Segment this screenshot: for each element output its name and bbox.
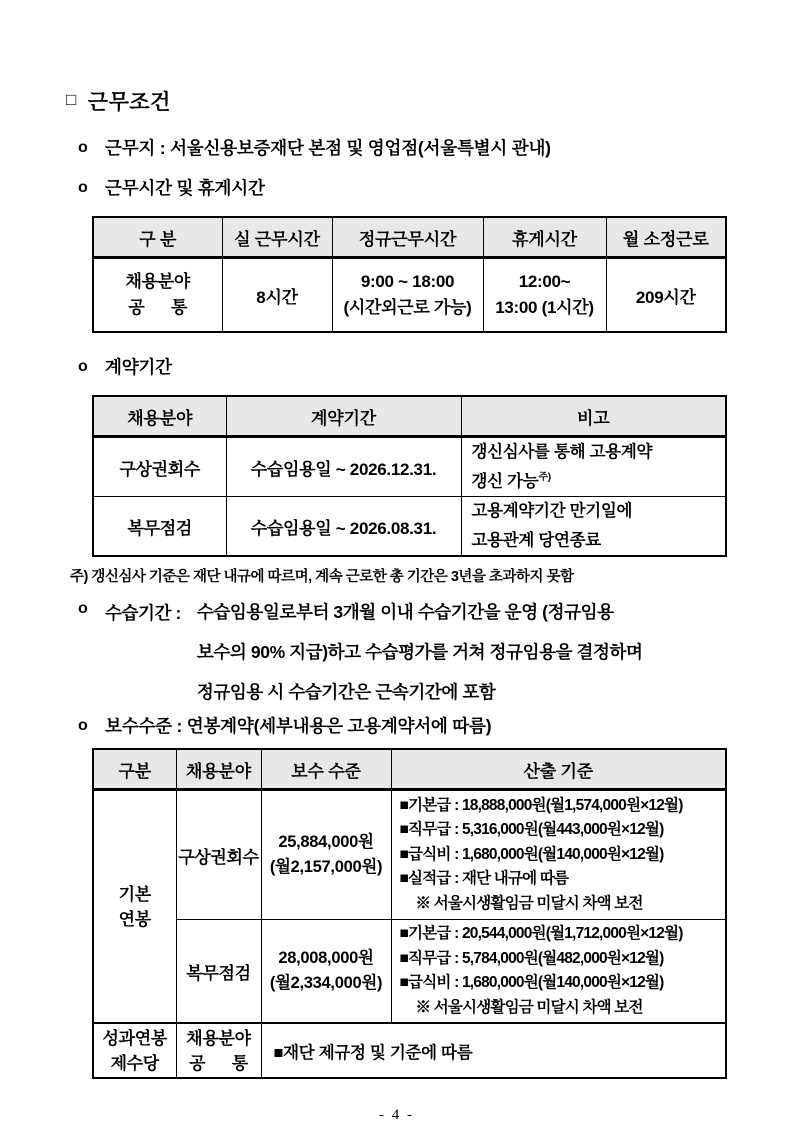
break-time-line: 13:00 (1시간): [495, 298, 594, 317]
work-hours-table: [92, 216, 727, 333]
remark-line: 갱신심사를 통해 고용계약: [471, 443, 653, 462]
regular-hours-line: (시간외근로 가능): [343, 298, 472, 317]
category-line: 공 통: [128, 298, 188, 317]
square-marker-icon: □: [66, 90, 77, 109]
break-time-cell: [483, 258, 606, 333]
salary-table: [92, 748, 727, 1079]
detail-line: ■실적급 : 재단 내규에 따름: [399, 870, 569, 888]
bullet-marker: o: [78, 600, 88, 617]
category-line: 채용분야: [125, 272, 190, 291]
field-line: 공 통: [189, 1053, 248, 1073]
break-time-line: 12:00~: [518, 272, 571, 291]
remark-line: 고용관계 당연종료: [471, 531, 601, 550]
calculation-basis-cell: [391, 790, 726, 920]
column-header: 보수 수준: [261, 749, 391, 790]
column-header: 휴게시간: [483, 217, 606, 258]
detail-line: ■직무급 : 5,316,000원(월443,000원×12월): [399, 821, 664, 839]
section-title-text: 근무조건: [87, 91, 171, 114]
field-cell: 복무점검: [176, 920, 261, 1024]
bullet-marker: o: [78, 139, 88, 156]
work-hours-header-row: [93, 217, 726, 258]
bullet-marker: o: [78, 717, 88, 734]
bullet-marker: o: [78, 358, 88, 375]
remark-line: 고용계약기간 만기일에: [471, 502, 633, 521]
column-header: 정규근무시간: [332, 217, 483, 258]
field-cell: 구상권회수: [176, 790, 261, 920]
group-cell-base-salary: [93, 790, 176, 1024]
table-row: [93, 497, 726, 557]
probation-label: 수습기간 :: [105, 603, 181, 623]
table-row: [93, 1023, 726, 1078]
bullet-workplace-text: 근무지 : 서울신용보증재단 본점 및 영업점(서울특별시 관내): [105, 138, 551, 158]
bullet-pay-level: [78, 714, 727, 738]
contract-period-table: [92, 395, 727, 557]
probation-line: 정규임용 시 수습기간은 근속기간에 포함: [196, 682, 496, 702]
bullet-contract-text: 계약기간: [105, 357, 172, 377]
column-header: 산출 기준: [391, 749, 726, 790]
group-line: 연봉: [118, 909, 151, 929]
remark-cell: [461, 437, 726, 497]
bullet-marker: o: [78, 179, 88, 196]
regular-hours-cell: [332, 258, 483, 333]
column-header: 채용분야: [176, 749, 261, 790]
group-line: 성과연봉: [102, 1028, 167, 1048]
detail-note-line: ※ 서울시생활임금 미달시 차액 보전: [415, 894, 643, 912]
bullet-contract: [78, 355, 727, 379]
probation-lines: [197, 600, 643, 704]
detail-line: ■직무급 : 5,784,000원(월482,000원×12월): [399, 949, 664, 967]
salary-amount-cell: [261, 790, 391, 920]
column-header: 비고: [461, 396, 726, 437]
category-cell: [93, 258, 222, 333]
bullet-workplace: [78, 136, 727, 160]
column-header: 실 근무시간: [222, 217, 332, 258]
salary-amount-cell: [261, 920, 391, 1024]
footnote-reference: 주): [538, 472, 551, 484]
table-row: [93, 920, 726, 1024]
field-line: 채용분야: [186, 1028, 251, 1048]
salary-header-row: [93, 749, 726, 790]
probation-line: 수습임용일로부터 3개월 이내 수습기간을 운영 (정규임용: [196, 602, 614, 622]
bullet-hours-text: 근무시간 및 휴게시간: [105, 178, 265, 198]
section-title: [66, 86, 727, 116]
period-cell: 수습임용일 ~ 2026.08.31.: [226, 497, 461, 557]
monthly-hours-cell: 209시간: [606, 258, 726, 333]
field-cell: 복무점검: [93, 497, 226, 557]
column-header: 채용분야: [93, 396, 226, 437]
group-cell-performance-pay: [93, 1023, 176, 1078]
table-row: [93, 790, 726, 920]
detail-line: ■급식비 : 1,680,000원(월140,000원×12월): [399, 845, 664, 863]
salary-line: (월2,334,000원): [269, 974, 383, 992]
salary-line: 25,884,000원: [278, 833, 374, 851]
detail-note-line: ※ 서울시생활임금 미달시 차액 보전: [415, 998, 643, 1016]
column-header: 월 소정근로: [606, 217, 726, 258]
salary-line: 28,008,000원: [278, 949, 374, 967]
remark-cell: [461, 497, 726, 557]
contract-header-row: [93, 396, 726, 437]
footnote-text: 주) 갱신심사 기준은 재단 내규에 따르며, 계속 근로한 총 기간은 3년을 초과하지 못함: [70, 569, 574, 585]
period-cell: 수습임용일 ~ 2026.12.31.: [226, 437, 461, 497]
bullet-pay-text: 보수수준 : 연봉계약(세부내용은 고용계약서에 따름): [105, 716, 492, 736]
detail-line: ■기본급 : 18,888,000원(월1,574,000원×12월): [399, 796, 683, 814]
remark-line: 갱신 가능$^{주)}$: [471, 472, 551, 491]
bullet-hours: [78, 176, 727, 200]
detail-line: ■급식비 : 1,680,000원(월140,000원×12월): [399, 974, 664, 991]
table-row: [93, 258, 726, 333]
detail-line: ■기본급 : 20,544,000원(월1,712,000원×12월): [399, 925, 683, 942]
probation-line: 보수의 90% 지급)하고 수습평가를 거쳐 정규임용을 결정하며: [196, 642, 643, 662]
table-row: [93, 437, 726, 497]
calculation-basis-cell: ■재단 제규정 및 기준에 따름: [261, 1023, 726, 1078]
salary-line: (월2,157,000원): [269, 858, 383, 876]
calculation-basis-cell: [391, 920, 726, 1024]
regular-hours-line: 9:00 ~ 18:00: [360, 272, 455, 291]
group-line: 기본: [118, 884, 151, 904]
column-header: 계약기간: [226, 396, 461, 437]
actual-hours-cell: 8시간: [222, 258, 332, 333]
group-line: 제수당: [110, 1053, 159, 1073]
page-number: - 4 -: [379, 1107, 414, 1121]
column-header: 구 분: [93, 217, 222, 258]
column-header: 구분: [93, 749, 176, 790]
bullet-probation: [78, 600, 727, 704]
field-cell: [176, 1023, 261, 1078]
field-cell: 구상권회수: [93, 437, 226, 497]
